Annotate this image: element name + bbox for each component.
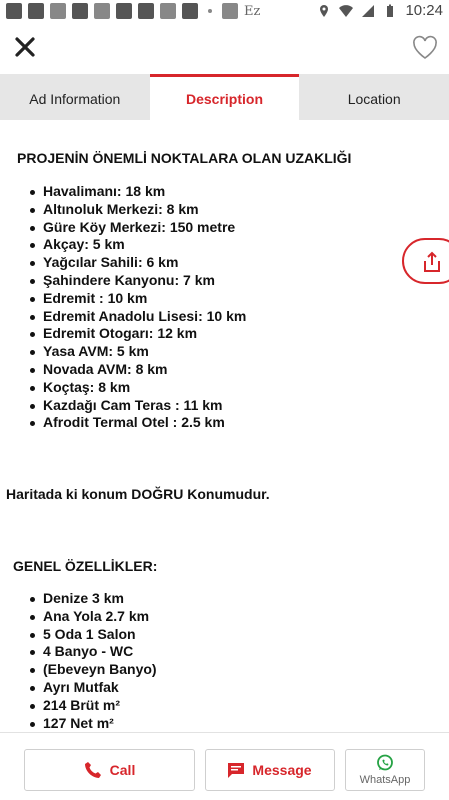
- contact-bar: [0, 732, 449, 800]
- distance-list-item: Edremit : 10 km: [43, 290, 246, 308]
- wifi-icon: [339, 4, 353, 18]
- distance-list-item: Havalimanı: 18 km: [43, 183, 246, 201]
- top-bar: [0, 24, 449, 74]
- notification-icons: [6, 3, 260, 19]
- call-button[interactable]: [24, 749, 195, 791]
- tab-location[interactable]: Location: [299, 74, 449, 120]
- close-icon: [14, 36, 36, 58]
- app-notification-icon: [94, 3, 110, 19]
- distance-list-item: Novada AVM: 8 km: [43, 361, 246, 379]
- favorite-button[interactable]: [411, 34, 439, 62]
- app-notification-icon: [6, 3, 22, 19]
- signal-icon: [361, 4, 375, 18]
- heart-icon: [411, 34, 439, 62]
- distance-list-item: Akçay: 5 km: [43, 236, 246, 254]
- status-text: Ez: [244, 3, 261, 19]
- whatsapp-button[interactable]: [345, 749, 425, 791]
- feature-list-item: (Ebeveyn Banyo): [43, 661, 157, 678]
- distance-list-item: Yağcılar Sahili: 6 km: [43, 254, 246, 272]
- distance-list-item: Şahindere Kanyonu: 7 km: [43, 272, 246, 290]
- distance-list-item: Koçtaş: 8 km: [43, 379, 246, 397]
- phone-icon: [84, 761, 102, 779]
- feature-list-item: Ana Yola 2.7 km: [43, 608, 157, 626]
- tab-ad-information[interactable]: Ad Information: [0, 74, 150, 120]
- features-list: [43, 590, 157, 732]
- whatsapp-icon: [376, 754, 394, 772]
- feature-list-item: 214 Brüt m²: [43, 697, 157, 715]
- distance-list-item: Edremit Otogarı: 12 km: [43, 325, 246, 343]
- status-bar: [0, 0, 449, 24]
- distances-list: [43, 183, 246, 432]
- whatsapp-label: WhatsApp: [359, 774, 411, 786]
- feature-list-item: 127 Net m²: [43, 715, 157, 732]
- app-notification-icon: [50, 3, 66, 19]
- message-button[interactable]: [205, 749, 335, 791]
- app-notification-icon: [138, 3, 154, 19]
- feature-list-item: Denize 3 km: [43, 590, 157, 608]
- location-icon: [317, 4, 331, 18]
- dot-icon: [208, 9, 212, 13]
- app-notification-icon: [28, 3, 44, 19]
- distance-list-item: Edremit Anadolu Lisesi: 10 km: [43, 307, 247, 324]
- image-icon: [222, 3, 238, 19]
- share-button[interactable]: [402, 238, 449, 284]
- distance-list-item: Altınoluk Merkezi: 8 km: [43, 201, 246, 219]
- message-icon: [228, 763, 244, 778]
- app-notification-icon: [116, 3, 132, 19]
- message-label: Message: [252, 762, 312, 778]
- tab-description[interactable]: Description: [150, 74, 300, 120]
- battery-icon: [383, 4, 397, 18]
- share-icon: [422, 251, 442, 273]
- description-content[interactable]: [0, 120, 449, 732]
- app-notification-icon: [72, 3, 88, 19]
- location-note: Haritada ki konum DOĞRU Konumudur.: [6, 486, 270, 502]
- distance-list-item: Kazdağı Cam Teras : 11 km: [43, 397, 246, 415]
- call-label: Call: [109, 762, 136, 778]
- distance-list-item: Güre Köy Merkezi: 150 metre: [43, 219, 246, 237]
- close-button[interactable]: [12, 36, 38, 62]
- feature-list-item: Ayrı Mutfak: [43, 679, 157, 697]
- distances-heading: PROJENİN ÖNEMLİ NOKTALARA OLAN UZAKLIĞI: [17, 150, 352, 166]
- app-notification-icon: [160, 3, 176, 19]
- distance-list-item: Afrodit Termal Otel : 2.5 km: [43, 414, 246, 432]
- feature-list-item: 4 Banyo - WC: [43, 643, 157, 661]
- tab-bar: [0, 74, 449, 120]
- system-icons: [317, 2, 443, 19]
- feature-list-item: 5 Oda 1 Salon: [43, 626, 157, 644]
- distance-list-item: Yasa AVM: 5 km: [43, 343, 246, 361]
- clock: 10:24: [405, 2, 443, 19]
- app-notification-icon: [182, 3, 198, 19]
- features-heading: GENEL ÖZELLİKLER:: [13, 558, 158, 574]
